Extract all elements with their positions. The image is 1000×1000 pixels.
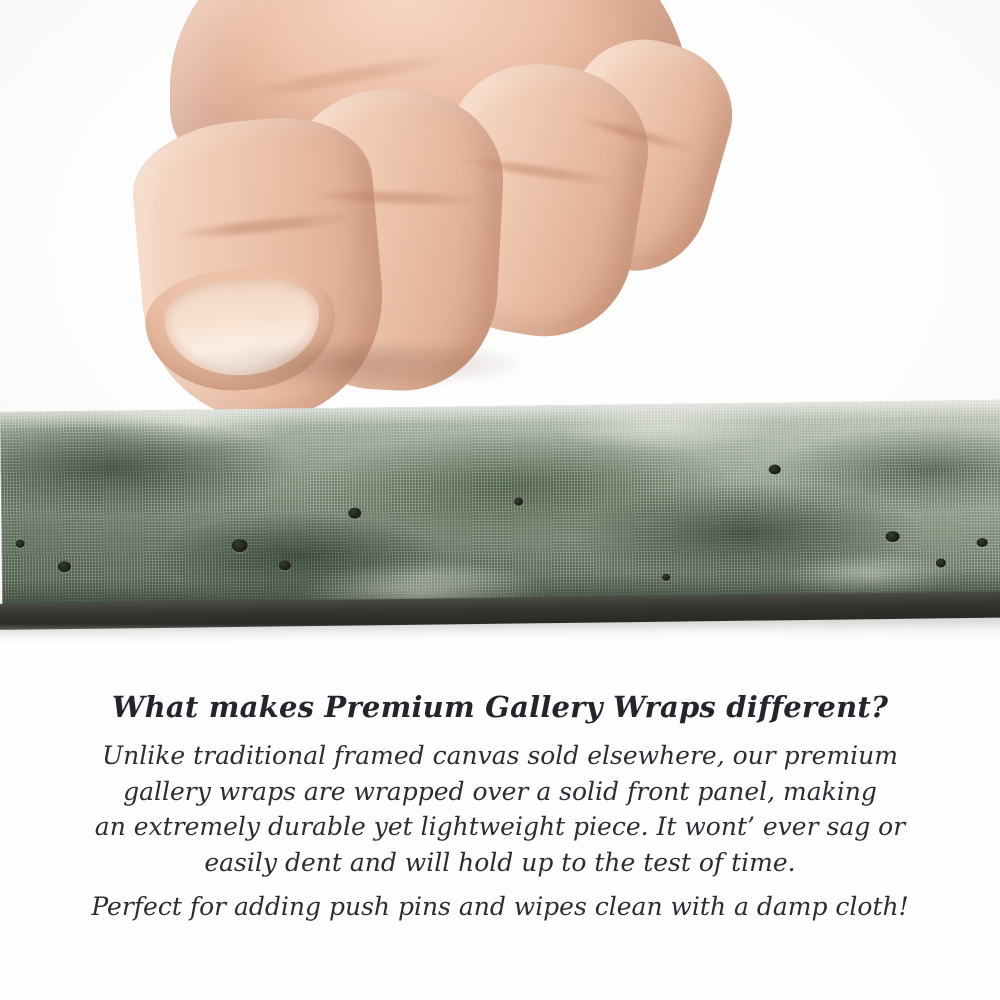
- caption-block: [0, 690, 1000, 925]
- photo-bottom-fade: [0, 624, 1000, 650]
- canvas-speck: [769, 464, 781, 474]
- hand-pressing-canvas: [110, 0, 710, 440]
- caption-body-line: Unlike traditional framed canvas sold elsewhere, our premium: [102, 741, 898, 770]
- canvas-speck: [16, 540, 25, 548]
- caption-heading: What makes Premium Gallery Wraps different?: [111, 690, 889, 724]
- canvas-speck: [514, 498, 523, 506]
- hand-contact-shadow: [200, 342, 520, 386]
- caption-final-line: Perfect for adding push pins and wipes clean with a damp cloth!: [91, 892, 909, 921]
- caption-body-line: easily dent and will hold up to the test of time.: [204, 847, 796, 877]
- canvas-speck: [348, 508, 361, 519]
- canvas-speck: [58, 561, 71, 572]
- caption-body: [0, 738, 1000, 880]
- canvas-speck: [936, 558, 946, 567]
- gallery-wrap-canvas-edge: [0, 400, 1000, 617]
- caption-body-line: gallery wraps are wrapped over a solid front panel, making: [123, 776, 877, 806]
- caption-body-line: an extremely durable yet lightweight piece. It wont’ ever sag or: [94, 812, 906, 841]
- canvas-speck: [977, 538, 988, 547]
